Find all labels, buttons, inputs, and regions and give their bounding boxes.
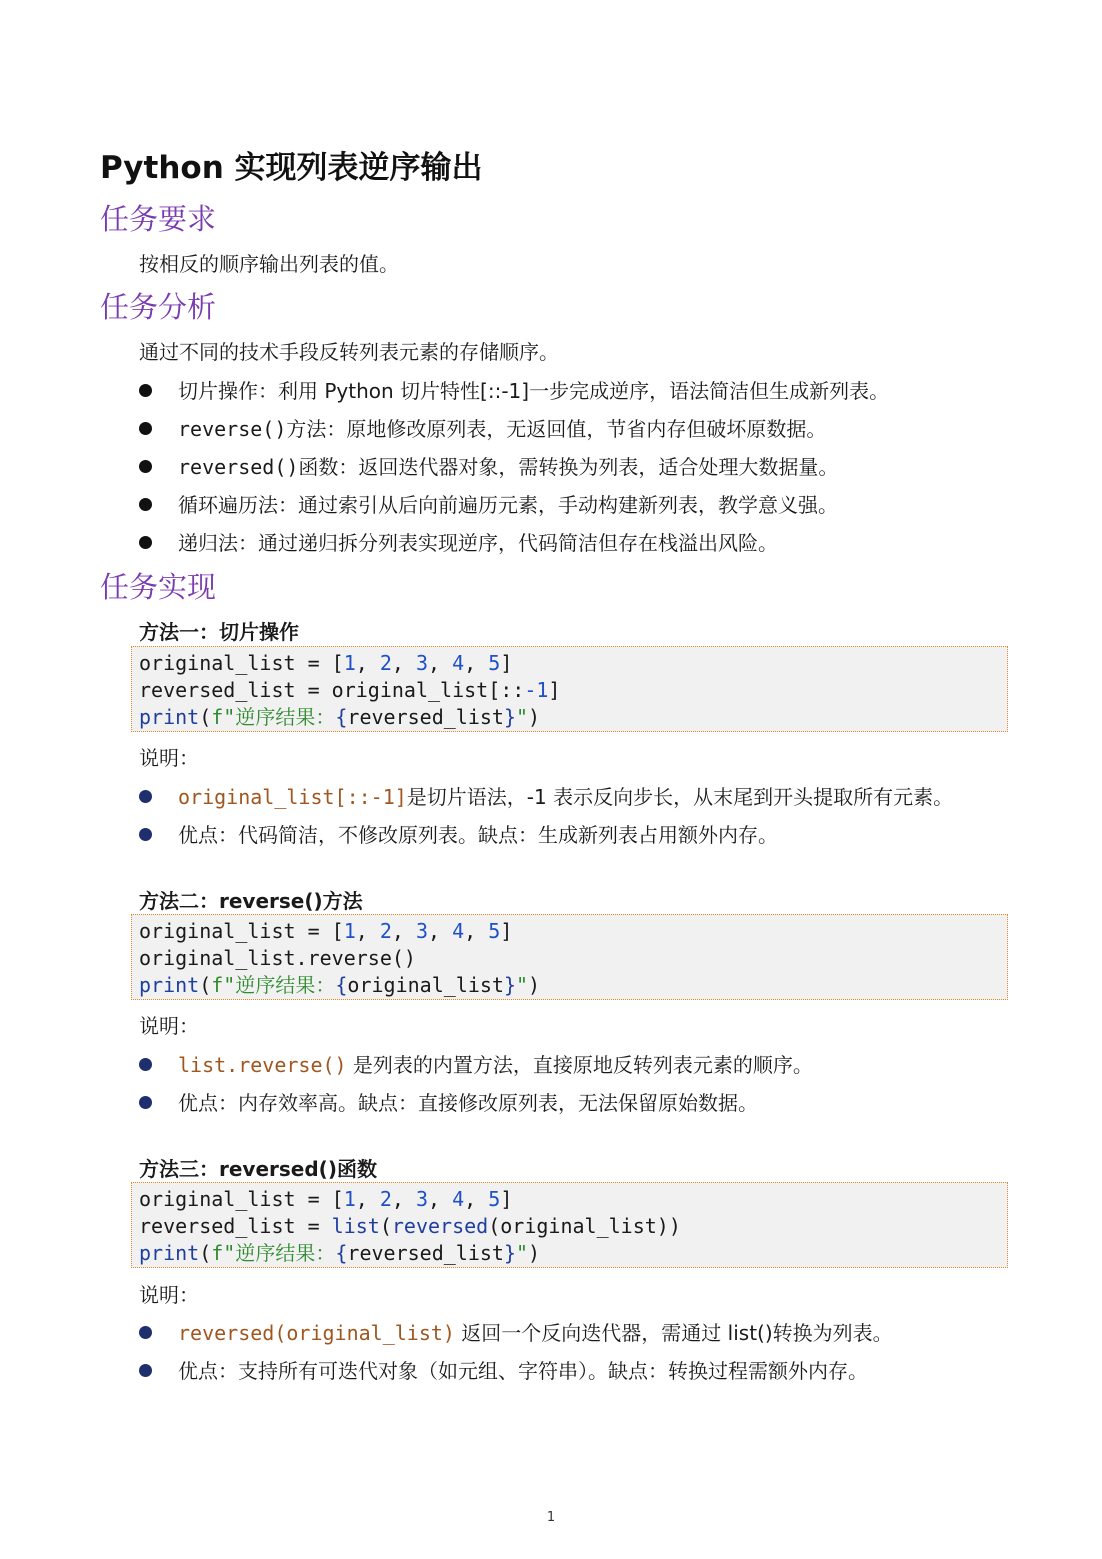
analysis-item-text: 返回迭代器对象，需转换为列表，适合处理大数据量。 (358, 455, 839, 479)
analysis-item-sep: ： (338, 455, 359, 479)
analysis-item-text: 利用 Python 切片特性[::-1]一步完成逆序，语法简洁但生成新列表。 (278, 379, 890, 403)
code-line: reversed_list = original_list[::-1] (139, 678, 561, 702)
bullet-icon (139, 1096, 152, 1109)
note-label: 说明： (139, 746, 199, 770)
code-block (131, 914, 1008, 1000)
page-title: Python 实现列表逆序输出 (100, 150, 483, 186)
analysis-item-text: 原地修改原列表，无返回值，节省内存但破坏原数据。 (346, 417, 827, 441)
bullet-icon (139, 384, 152, 397)
analysis-item-sep: ： (238, 531, 258, 555)
code-line: original_list = [1, 2, 3, 4, 5] (139, 1187, 513, 1211)
bullet-icon (139, 498, 152, 511)
code-line: print(f"逆序结果：{original_list}") (139, 973, 541, 997)
bullet-icon (139, 828, 152, 841)
analysis-item-sep: ： (258, 379, 278, 403)
method-title: 方法三：reversed()函数 (139, 1157, 377, 1181)
note-text: 是切片语法，-1 表示反向步长，从末尾到开头提取所有元素。 (406, 785, 954, 809)
heading-requirements: 任务要求 (100, 202, 217, 236)
analysis-item-label: 循环遍历法 (178, 493, 278, 517)
method-title: 方法二：reverse()方法 (139, 889, 363, 913)
code-line: reversed_list = list(reversed(original_list)) (139, 1214, 681, 1238)
requirements-text: 按相反的顺序输出列表的值。 (139, 252, 399, 276)
inline-code: list.reverse() (178, 1053, 347, 1077)
note-text: 优点：内存效率高。缺点：直接修改原列表，无法保留原始数据。 (178, 1091, 758, 1115)
inline-code: original_list[::-1] (178, 785, 407, 809)
bullet-icon (139, 536, 152, 549)
code-line: original_list = [1, 2, 3, 4, 5] (139, 919, 513, 943)
bullet-icon (139, 460, 152, 473)
analysis-item-sep: ： (278, 493, 298, 517)
analysis-item-label: reverse()方法 (178, 417, 327, 441)
analysis-item-text: 通过索引从后向前遍历元素，手动构建新列表，教学意义强。 (298, 493, 838, 517)
note-text: 是列表的内置方法，直接原地反转列表元素的顺序。 (346, 1053, 813, 1077)
page-number: 1 (546, 1510, 556, 1525)
note-text: 优点：支持所有可迭代对象（如元组、字符串）。缺点：转换过程需额外内存。 (178, 1359, 868, 1383)
analysis-item-label: 切片操作 (178, 379, 258, 403)
note-label: 说明： (139, 1283, 199, 1307)
analysis-item-sep: ： (326, 417, 347, 441)
bullet-icon (139, 422, 152, 435)
code-line: print(f"逆序结果：{reversed_list}") (139, 705, 541, 729)
code-line: original_list = [1, 2, 3, 4, 5] (139, 651, 513, 675)
code-line: original_list.reverse() (139, 946, 416, 970)
inline-code: reversed(original_list) (178, 1321, 455, 1345)
note-text: 优点：代码简洁，不修改原列表。缺点：生成新列表占用额外内存。 (178, 823, 778, 847)
analysis-item-text: 通过递归拆分列表实现逆序，代码简洁但存在栈溢出风险。 (258, 531, 778, 555)
code-block (131, 646, 1008, 732)
heading-analysis: 任务分析 (100, 290, 217, 324)
bullet-icon (139, 790, 152, 803)
analysis-item-label: 递归法 (178, 531, 238, 555)
heading-implementation: 任务实现 (100, 570, 217, 604)
bullet-icon (139, 1058, 152, 1071)
bullet-icon (139, 1326, 152, 1339)
note-label: 说明： (139, 1014, 199, 1038)
analysis-intro: 通过不同的技术手段反转列表元素的存储顺序。 (139, 340, 559, 364)
code-line: print(f"逆序结果：{reversed_list}") (139, 1241, 541, 1265)
code-block (131, 1182, 1008, 1268)
note-text: 返回一个反向迭代器，需通过 list()转换为列表。 (454, 1321, 893, 1345)
bullet-icon (139, 1364, 152, 1377)
analysis-item-label: reversed()函数 (178, 455, 339, 479)
method-title: 方法一：切片操作 (139, 620, 299, 644)
